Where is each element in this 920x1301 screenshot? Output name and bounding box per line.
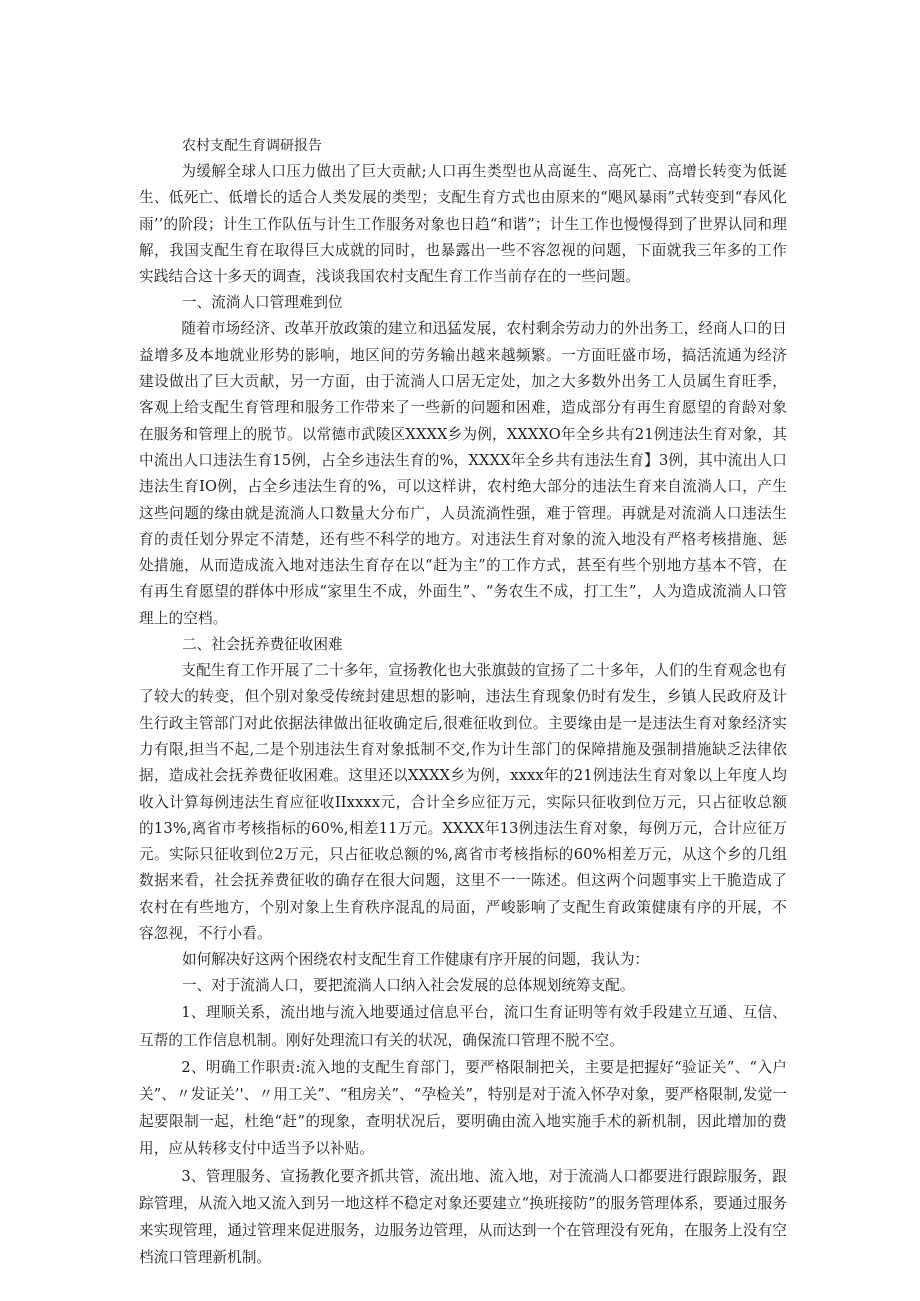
- section-heading-1: 一、流淌人口管理难到位: [182, 294, 343, 312]
- section-2-paragraph: 支配生育工作开展了二十多年，宣扬教化也大张旗鼓的宣扬了二十多年，人们的生育观念也有了较大的转变，但个别对象受传统封建思想的影响，违法生育现象仍时有发生，乡镇人民政府及计生行政主管部门对此依据法律做出征收确定后,很难征收到位。主要缘由是一是违法生育对象经济实力有限,担当不起,二是个别违法生育对象抵制不交,作为计生部门的保障措施及强制措施缺乏法律依据，造成社会抚养费征收困难。这里还以XXXX乡为例，xxxx年的21例违法生育对象以上年度人均收入计算每例违法生育应征收IIxxxx元，合计全乡应征万元，实际只征收到位万元，只占征收总额的13%,离省市考核指标的60%,相差11万元。XXXX年13例违法生育对象，每例万元，合计应征万元。实际只征收到位2万元，只占征收总额的%,离省市考核指标的60%相差万元，从这个乡的几组数据来看，社会抚养费征收的确存在很大问题，这里不一一陈述。但这两个问题事实上干脆造成了农村在有些地方，个别对象上生育秩序混乱的局面，严峻影响了支配生育政策健康有序的开展，不容忽视，不行小看。: [139, 662, 787, 943]
- transition-paragraph: 如何解决好这两个困绕农村支配生育工作健康有序开展的问题，我认为：: [182, 951, 650, 969]
- measure-item-3: 3、管理服务、宣扬教化要齐抓共管，流出地、流入地，对于流淌人口都要进行跟踪服务，跟踪管理，从流入地又流入到另一地这样不稳定对象还要建立“换班接防”的服务管理体系，要通过服务来实现管理，通过管理来促进服务，边服务边管理，从而达到一个在管理没有死角，在服务上没有空档流口管理新机制。: [139, 1167, 787, 1267]
- document-body: [139, 133, 787, 1271]
- measure-item-1: 1、理顺关系，流出地与流入地要通过信息平台，流口生育证明等有效手段建立互通、互信、互帮的工作信息机制。刚好处理流口有关的状况，确保流口管理不脱不空。: [139, 1004, 787, 1049]
- section-heading-2: 二、社会抚养费征收困难: [182, 636, 343, 654]
- section-1-paragraph: 随着市场经济、改革开放政策的建立和迅猛发展，农村剩余劳动力的外出务工，经商人口的日益增多及本地就业形势的影响，地区间的劳务输出越来越频繁。一方面旺盛市场，搞活流通为经济建设做出了巨大贡献，另一方面，由于流淌人口居无定处，加之大多数外出务工人员属生育旺季，客观上给支配生育管理和服务工作带来了一些新的问题和困难，造成部分有再生育愿望的育龄对象在服务和管理上的脱节。以常德市武陵区XXXX乡为例，XXXXO年全乡共有21例违法生育对象，其中流出人口违法生育15例，占全乡违法生育的%，XXXX年全乡共有违法生育】3例，其中流出人口违法生育IO例，占全乡违法生育的%，可以这样讲，农村绝大部分的违法生育来自流淌人口，产生这些问题的缘由就是流淌人口数量大分布广，人员流淌性强，难于管理。再就是对流淌人口违法生育的责任划分界定不清楚，还有些不科学的地方。对违法生育对象的流入地没有严格考核措施、惩处措施，从而造成流入地对违法生育存在以“赶为主”的工作方式，甚至有些个别地方基本不管，在有再生育愿望的群体中形成“家里生不成，外面生”、“务农生不成，打工生”，人为造成流淌人口管理上的空档。: [139, 320, 787, 627]
- intro-paragraph: 为缓解全球人口压力做出了巨大贡献;人口再生类型也从高诞生、高死亡、高增长转变为低诞生、低死亡、低增长的适合人类发展的类型；支配生育方式也由原来的“飓风暴雨”式转变到“春风化雨’’的阶段；计生工作队伍与计生工作服务对象也日趋“和谐”；计生工作也慢慢得到了世界认同和理解，我国支配生育在取得巨大成就的同时，也暴露出一些不容忽视的问题，下面就我三年多的工作实践结合这十多天的调查，浅谈我国农村支配生育工作当前存在的一些问题。: [139, 163, 787, 286]
- measure-item-2: 2、明确工作职责:流入地的支配生育部门，要严格限制把关，主要是把握好“验证关”、“入户关”、〃发证关’'、〃用工关”、“租房关”、“孕检关”，特别是对于流入怀孕对象，要严格限制,发觉一起要限制一起，杜绝“赶”的现象，查明状况后，要明确由流入地实施手术的新机制，因此增加的费用，应从转移支付中适当予以补贴。: [139, 1058, 787, 1158]
- measures-heading: 一、对于流淌人口，要把流淌人口纳入社会发展的总体规划统筹支配。: [182, 977, 635, 995]
- document-title: 农村支配生育调研报告: [182, 138, 322, 154]
